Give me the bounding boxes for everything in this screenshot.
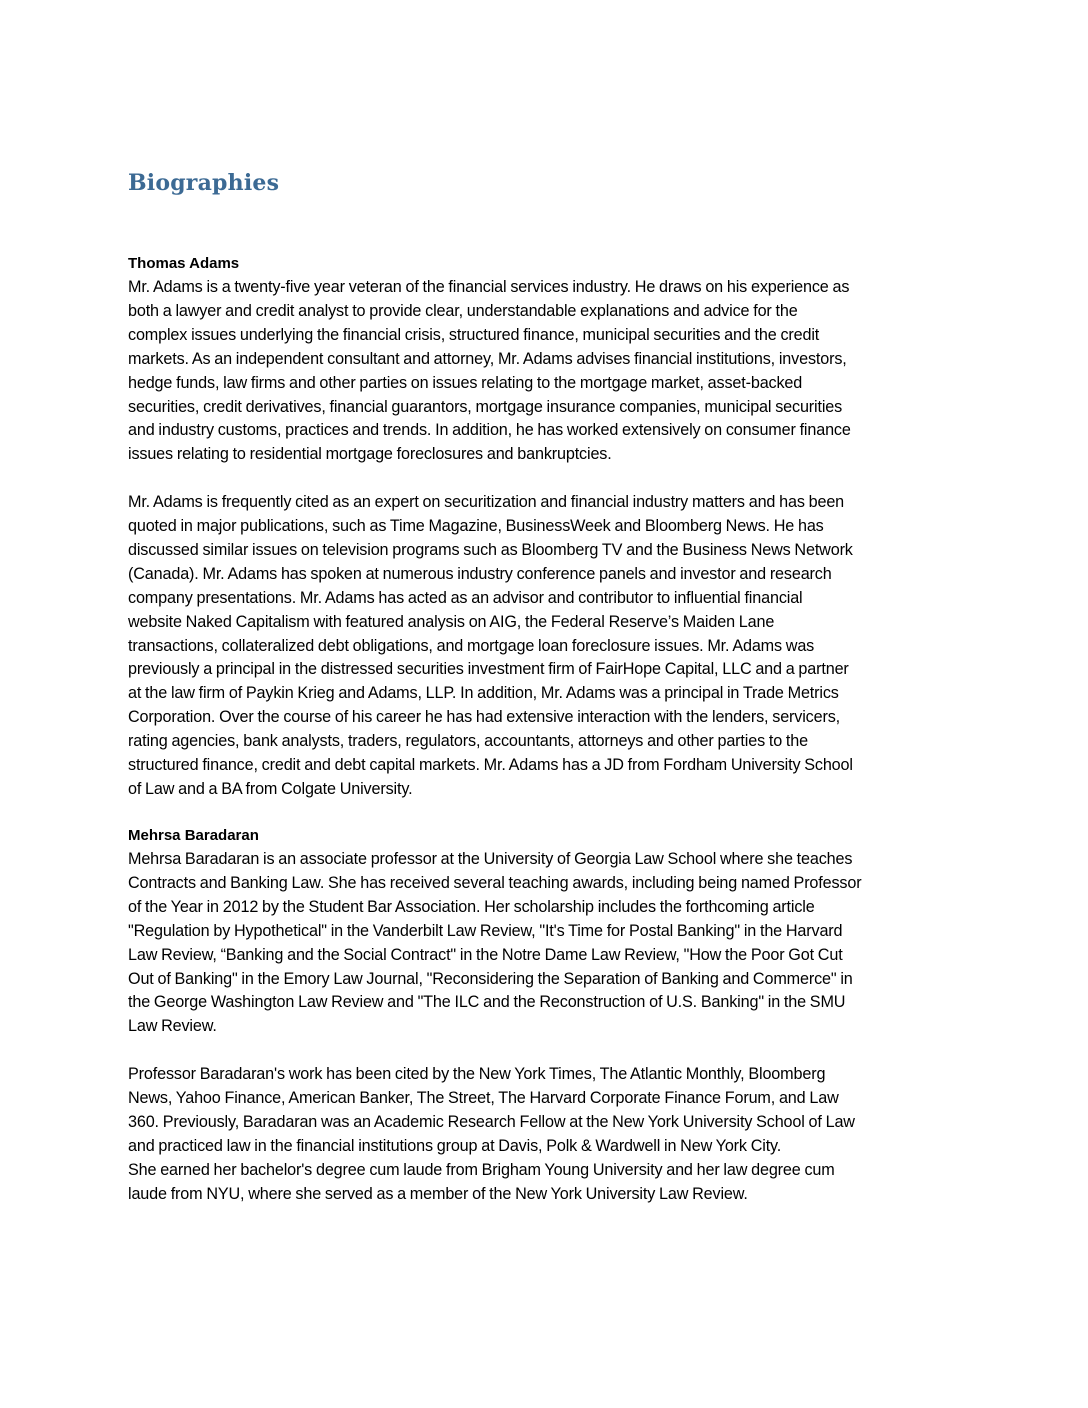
bio-section-thomas-adams: [128, 252, 968, 802]
bio-section-mehrsa-baradaran: [128, 824, 968, 1207]
page-title: Biographies: [128, 170, 280, 196]
bio-paragraph: Mr. Adams is a twenty-five year veteran of the financial services industry. He draws on his experience as both a lawyer and credit analyst to provide clear, understandable explanations and advice for the complex issues underlying the financial crisis, structured finance, municipal securities and the credit markets. As an independent consultant and attorney, Mr. Adams advises financial institutions, investors, hedge funds, law firms and other parties on issues relating to the mortgage market, asset-backed securities, credit derivatives, financial guarantors, mortgage insurance companies, municipal securities and industry customs, practices and trends. In addition, he has worked extensively on consumer finance issues relating to residential mortgage foreclosures and bankruptcies.: [128, 278, 851, 464]
bio-paragraph: Mehrsa Baradaran is an associate professor at the University of Georgia Law School where she teaches Contracts and Banking Law. She has received several teaching awards, including being named Professor of the Year in 2012 by the Student Bar Association. Her scholarship includes the forthcoming article "Regulation by Hypothetical" in the Vanderbilt Law Review, "It's Time for Postal Banking" in the Harvard Law Review, “Banking and the Social Contract" in the Notre Dame Law Review, "How the Poor Got Cut Out of Banking" in the Emory Law Journal, "Reconsidering the Separation of Banking and Commerce" in the George Washington Law Review and "The ILC and the Reconstruction of U.S. Banking" in the SMU Law Review.: [128, 850, 862, 1036]
bio-paragraph: Professor Baradaran's work has been cited by the New York Times, The Atlantic Monthly, Bloomberg News, Yahoo Finance, American Banker, The Street, The Harvard Corporate Finance Forum, and Law 360. Previously, Baradaran was an Academic Research Fellow at the New York University School of Law and practiced law in the financial institutions group at Davis, Polk & Wardwell in New York City. She earned her bachelor's degree cum laude from Brigham Young University and her law degree cum laude from NYU, where she served as a member of the New York University Law Review.: [128, 1065, 855, 1203]
bio-paragraph: Mr. Adams is frequently cited as an expert on securitization and financial industry matters and has been quoted in major publications, such as Time Magazine, BusinessWeek and Bloomberg News. He has discussed similar issues on television programs such as Bloomberg TV and the Business News Network (Canada). Mr. Adams has spoken at numerous industry conference panels and investor and research company presentations. Mr. Adams has acted as an advisor and contributor to influential financial website Naked Capitalism with featured analysis on AIG, the Federal Reserve’s Maiden Lane transactions, collateralized debt obligations, and mortgage loan foreclosure issues. Mr. Adams was previously a principal in the distressed securities investment firm of FairHope Capital, LLC and a partner at the law firm of Paykin Krieg and Adams, LLP. In addition, Mr. Adams was a principal in Trade Metrics Corporation. Over the course of his career he has had extensive interaction with the lenders, servicers, rating agencies, bank analysts, traders, regulators, accountants, attorneys and other parties to the structured finance, credit and debt capital markets. Mr. Adams has a JD from Fordham University School of Law and a BA from Colgate University.: [128, 493, 853, 799]
bio-name: Thomas Adams: [128, 255, 240, 272]
bio-name: Mehrsa Baradaran: [128, 827, 259, 844]
